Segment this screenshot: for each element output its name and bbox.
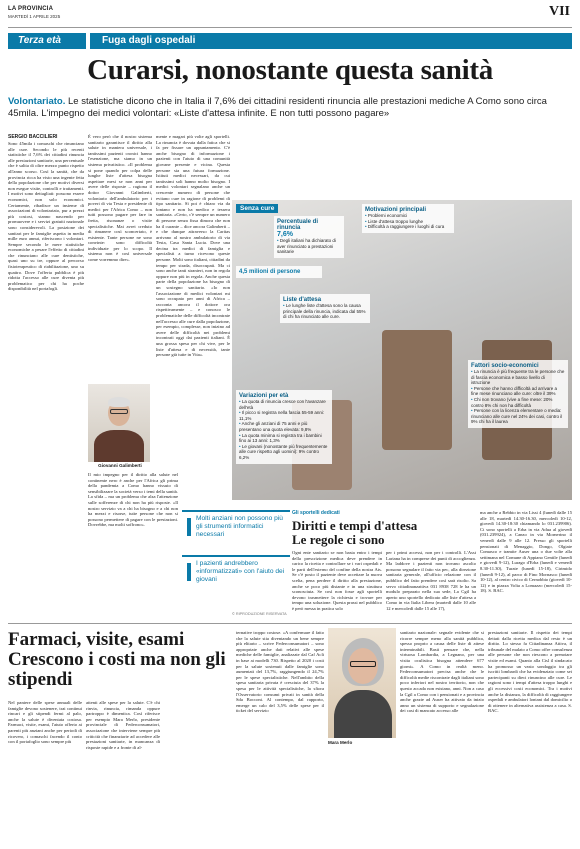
second-column-4: sanitario nazionale: segnale evidente che si ricorre sempre meno alla sanità pubblica, spesso proprio a causa delle liste di attese interminabili. Basti pensare che, nella virtuosa Lombardia, a Legnano, per una visita oculistica bisogna attendere 677 giorni». A Como in realtà meno. Federconsumatori precisa anche che le difficoltà medie riscontrate dagli italiani sono poco inferiori nel nostro territorio, non che questo accada non esistano, anni. Non a caso la Cgil a Como con i pensionati e a provincia anche grazie ad Auser ha attivato da inizio anno un sistema di supporto e segnalazione dei casi di mancato accesso alle	[400, 630, 484, 714]
age-variations-box	[236, 390, 332, 464]
age-item: • La quota minima si registra tra i bambini fino ai 13 anni: 1,3%	[239, 433, 329, 444]
photo-caption: Giovanni Galimberti	[98, 463, 142, 468]
socio-item: • Persone con la licenza elementare o media: rinunciano alle cure nel 24% dei casi, contro il 9% chi ha il laurea	[471, 408, 565, 425]
pull-quote-2	[182, 555, 290, 605]
copyright-note: © RIPRODUZIONE RISERVATA	[232, 612, 287, 616]
section-label: Terza età	[8, 33, 86, 49]
motivation-item: • Liste d'attesa troppo lunghe	[365, 219, 451, 225]
people-count: 4,5 milioni di persone	[239, 269, 301, 275]
pct-value: 7,6%	[277, 231, 293, 238]
box-tag: Gli sportelli dedicati	[292, 510, 340, 516]
infographic	[232, 200, 572, 500]
quote-mark-icon	[184, 561, 194, 583]
page-title: Curarsi, nonostante questa sanità	[87, 54, 493, 86]
age-variations-title: Variazioni per età	[239, 393, 289, 399]
socio-economic-box	[468, 360, 568, 428]
pull-quote-1-text: Molti anziani non possono più gli strumenti informatici necessari	[196, 515, 283, 538]
masthead	[8, 6, 572, 28]
subheadline	[8, 96, 572, 120]
second-column-2: attenti alle spese per la salute. C'è chi rinvia, rinuncia, rimanda oppure partroppo è dimentica. Così riferisce per esempio Mara Merlo, presidente provinciale di Federconsumatori, associazione che interviene sempre più criticità che finanziarie ad accedere alle prestazioni sanitarie, in mancanza di risposte rapide e a fronte di al-	[86, 700, 160, 750]
page-number: VII	[548, 4, 570, 19]
portrait-photo	[88, 384, 150, 462]
socio-item: • Chi non trovano (vive a fine mese: 20% contro 8% chi non ha difficoltà	[471, 397, 565, 408]
motivation-item: • Difficoltà a raggiungere i luoghi di cura	[365, 224, 451, 230]
quote-mark-icon	[184, 516, 194, 538]
photo-caption: Mara Merlo	[328, 740, 353, 745]
socio-item: • La rinuncia è più frequente tra le persone che di fascia economica e basso livello di istruzione	[471, 369, 565, 386]
byline: SERGIO BACCILIERI	[8, 134, 58, 140]
article-column-3: mente e magari più volte agli sportelli. La rinuncia è dovuta dalla fatica che si fa per fissare un appuntamento. C'è anche bisogno di informazione i pazienti con l'aiuto di una comunità giovane presente e vicina. Questa persone sia una futura formazione. Istituti medici necessari, da cui tantissimi soli hanno molto bisogno. I medici volontari segnalano anche un crescente numero di persone che evitano cure in ragione di problemi di tipo sanitario. Sì poi è chiaro via da lontano e non ha medico e tessera sanitaria. «Certo, c'è sempre un numero di persone senza fissa dimora che non ha il curante – dice ancora Galimberti – e che dunque attraverso la Caritas arrivano al nostro ambulatorio di via Testa, Casa Santa Lucia. Dove una decina tra medici di famiglia e specialisti a turno ricevono queste persone. Molti sono italiani, cittadini da tempo per strada, disoccupati. Ma ci sono anche tanti stranieri, non in regola oppure non più in regola. Anche questa parte della popolazione ha bisogno di un sostegno sanitario. «Io non l'associazione di medici volontari mi sono occupato per anni di Africa – racconta ancora il dottore ora rispettivamente – e conosco le problematiche delle difficoltà incontrate nell'accesso alle cure dalla popolazione, per esempio, complesse, non inizino ad avere delle difficoltà nei problemi incontrati oggi dai pazienti italiani. È una grossa spesa per chi vive, per le liste d'attesa e di necessità, tante persone già tutte in Vita».	[156, 134, 230, 358]
age-item: • Le giovani (nonostante più frequentemente alle cure rispetto agli uomini): 9% contro 6,2%	[239, 444, 329, 461]
subhead-text: Le statistiche dicono che in Italia il 7,6% dei cittadini residenti rinuncia alle prestazioni mediche A Como sono circa 45mila. L'impegno dei medici volontari: «Liste d'attesa infinite. E non tutti possono pagare»	[8, 96, 547, 119]
waiting-lists-title: Liste d'attesa	[283, 297, 322, 303]
motivations-title: Motivazioni principali	[365, 207, 427, 213]
subhead-lead: Volontariato.	[8, 96, 66, 107]
divider	[8, 623, 572, 624]
pull-quote-2-text: I pazienti andrebbero «informatizzati» con l'aiuto dei giovani	[196, 560, 285, 583]
pct-desc: • Degli italiani ha dichiarato di aver rinunciato a prestazioni sanitarie	[277, 238, 341, 255]
socio-item: • Persone che hanno difficoltà ad arrivare a fine mese rinunciano alle cure: oltre il 39%	[471, 386, 565, 397]
motivation-item: • Problemi economici	[365, 213, 451, 219]
article-column-1: Sono 45mila i comaschi che rinunciano alle cure. Secondo le più recenti statistiche il 7,6% dei cittadini rinuncia alle prestazioni sanitarie, una percentuale che è salita di oltre mezzo punto rispetto all'anno scorso. Così la sanità, che da provincia ricca ha visto una ingente fetta della popolazione che per motivi diversi non esegue visite, controlli e trattamenti. I motivi sono dettagliati: possono essere economici, non solo economici. Certamente, ribadisce un insieme di associazioni di volontariato, pur a prezzi più costosi, stanno nascendo per promuovere e i servizi gratuiti nazionale sono considerevoli. La posizione dei sanitari per le famiglie aspetta in media mille euro annui, riferiscono i volontari. Sempre secondo le mere statistiche economiche a pesare l'effetto di cittadini che rinunciano alle cure dentistiche, quasi uno su tre, oppure al percorso fisioterapeutico di riabilitazione, uno su quattro. Dove l'offerta pubblica è più ridotta l'accesso alle cure diventa più problematico per chi ha poche disponibilità nel portafogli.	[8, 141, 84, 292]
waiting-lists-box	[280, 294, 370, 323]
chair-illustration	[382, 330, 452, 450]
box-headline-line1: Diritti e tempi d'attesa	[292, 518, 418, 533]
pct-title: Percentuale di rinuncia	[277, 219, 319, 231]
pct-box	[274, 216, 344, 258]
box-column-2: per i primi accessi, non per i controlli. L'Asst Lariana ha in comprese dei punti di accoglienza. Ma laddove i pazienti non trovano ascolto possono segnalare il fatto via pec, alla direzione sanitaria generale, all'ufficio relazione con il pubblico del fatto prendere così sarà risolto. Sa servo cittadinanzattiva 031 8938 728 le ha un modulo preparato nella sua sede, La Cgil ha aperto uno sportello dedicato alle liste d'attesa a Como in via Italia Libera (martedì dalle 10 alle 12 e mercoledì dalle 15 alle 17),	[386, 550, 476, 611]
age-item: • La quota di rinuncia cresce con l'avanzare dell'età	[239, 399, 329, 410]
paper-name: LA PROVINCIA	[8, 6, 54, 12]
box-headline-line2: Le regole ci sono	[292, 532, 385, 547]
second-headline: Farmaci, visite, esami Crescono i costi ma non gli stipendi	[8, 629, 226, 690]
article-column-2-bottom: Il mio impegno per il diritto alla salute nel continente nero è anche per l'Africa gli prima della pandemia a Como hanno vissuto di sensibilizzare la società verso i temi della sanità. La sfida – ma un problema che alza l'attenzione sulle sofferenze di chi non ha più risposte. «Il nostro servizio va a chi ha bisogno e a chi non ha mezzi e risorse, tutte persone che non si possono permettere di pagare con le prestazioni. Dovrebbe, ma molti soffrono».	[88, 472, 178, 528]
second-column-5: prestazioni sanitarie. Il rispetto dei tempi dettati dalla ricetta medica dal resto è un diritto. Lo stesso fa Cittadinanza Attiva, il tribunale del malato a Como offre consulenza alle persone che non riescono a prenotare visite ed esami. Quanto alla Cisl il sindacato ha promosso un vasto sondaggio tra gli iscritti lombardi che ha evidenziato come sei partecipanti su dieci rinuncino alle cure. Le ragioni sono i tempi d'attesa troppo lunghi e gli eccessivi costi economici. Tra i motivi anche la distanza, la difficoltà di raggiungere ospedali e ambulatori lontani dal domicilio o di ottenere in alternativa assistenza a casa. S. BAC.	[488, 630, 572, 714]
article-column-2-top: È vero però che il nostro sistema sanitario garantisce il diritto alla salute in maniera universale, i tantissimi pazienti cronici hanno l'esenzione, ma siamo in un sistema privatistico. «Il problema si pone quando per colpa delle lunghe liste d'attesa bisogna aspettare mesi se non anni per avere delle risposte – ragiona il dottor Giovanni Galimberti, volontario dell'ambulatorio per i poveri di via Testa e presidente di medici per l'Africa Como – non tutti possono pagare per fare in fretta, risonanze o visite specialistiche. Mai avrei creduto di rimanere così sconcertato, è esistente. Tante persone ne sono convinte: sono difficoltà individuate per lo scopo. Il sistema non è così universale come vorremmo dire».	[88, 134, 152, 263]
second-column-3: ternative troppo costose. «A confermare il fatto che la salute stia diventando un bene sempre più elitario – scrive Federconsumatori – sono appropriate anche dati relativi alle spese mediche delle famiglie, analizzate dal Caf Acli in base ai modelli 730. Rispetto al 2020 i costi per la salute sostenuti dalle famiglie sono aumentati del 13,7%, raggiungendo il 24,7% per le spese specialistiche. Nell'ambito della spesa sanitaria privata è cresciuta del 37% la spesa per le attività specialistiche, la sfiora l'Osservatorio consumi privati in sanità della Sda Bocconi. Al contempo, dal rapporto, emerge un calo del 3,5% delle spese per il ticket del servizio	[236, 630, 324, 714]
age-item: • Il picco si registra nella fascia 55-59 anni: 11,1%	[239, 410, 329, 421]
people-box	[236, 266, 322, 278]
socio-economic-title: Fattori socio-economici	[471, 363, 539, 369]
motivations-box	[362, 204, 454, 233]
box-column-3: ma anche a Rebbio in via Lissi 4 (lunedì dalle 15 alle 18, martedì 14.30-16.30, mercoledì 10-12, giovedì 14.30-18:30 chiamando lo 031.239906). Ci sono sportelli a Erba in via Adua al giovedì (031.239924), a Canzo in via Mornerino il venerdì dalle 9 alle 12. Presso gli sportelli pensionati di Menaggio, Dongo, Olgiate Comasco e tramite Auser una o due volte alla settimana nel Comune di Appiano Gentile (lunedì e giovedì 9-12), Lurago d'Erba (lunedì e venerdì 8.30-11.30), Turate (lunedì 15-18), Cirimido (lunedì 9-12), al parco di Fino Mornasco (lunedì 10-12), al centro civico di Cernobbio (giovedì 10-12) e in piazza Volta a Lomazzo (mercoledì 15-18). S. BAC.	[480, 510, 572, 594]
waiting-list-item: • Le lunghe liste d'attesa sono la causa principale della rinuncia, indicata dal 55% di chi ha rinunciato alle cure.	[283, 303, 367, 320]
paper-date: MARTEDÌ 1 APRILE 2025	[8, 14, 61, 19]
second-column-1: Nel paniere delle spese annuali delle famiglie devono sostenere, trai continui rincari e gli stipendi fermi al palo, anche la salute è diventata costosa. Farmaci, visite, esami, l'aiuto offerto ai parenti più anziani anche per periodi di ricovero, i comaschi facendo il conto con il portafoglio sono sempre più	[8, 700, 82, 745]
pull-quote-1	[182, 510, 290, 544]
section-bar	[8, 33, 572, 49]
box-column-1: Ogni ente sanitario se non basta entro i tempi della prescrizione medica deve prendere in carico la ricetta e controllare se i vari ospedali e le parti dell'esterno del confine della nostra Ats. Se c'è posto il paziente deve accettare la nuova scelta, pena perdere il diritto alla prestazione, anche se poco più distante e in una struttura sconosciuta. Se così non fosse agli sportelli devono trasmettere la richiesta e trovare per tempo una soluzione. Questa prassi nel pubblico è però messa in pratica solo	[292, 550, 382, 611]
age-item: • Anche gli anziani di 75 anni e più presentano una quota elevata: 9,8%	[239, 421, 329, 432]
portrait-photo	[328, 628, 396, 738]
section-topic: Fuga dagli ospedali	[90, 33, 572, 49]
infographic-label: Senza cure	[236, 204, 278, 213]
